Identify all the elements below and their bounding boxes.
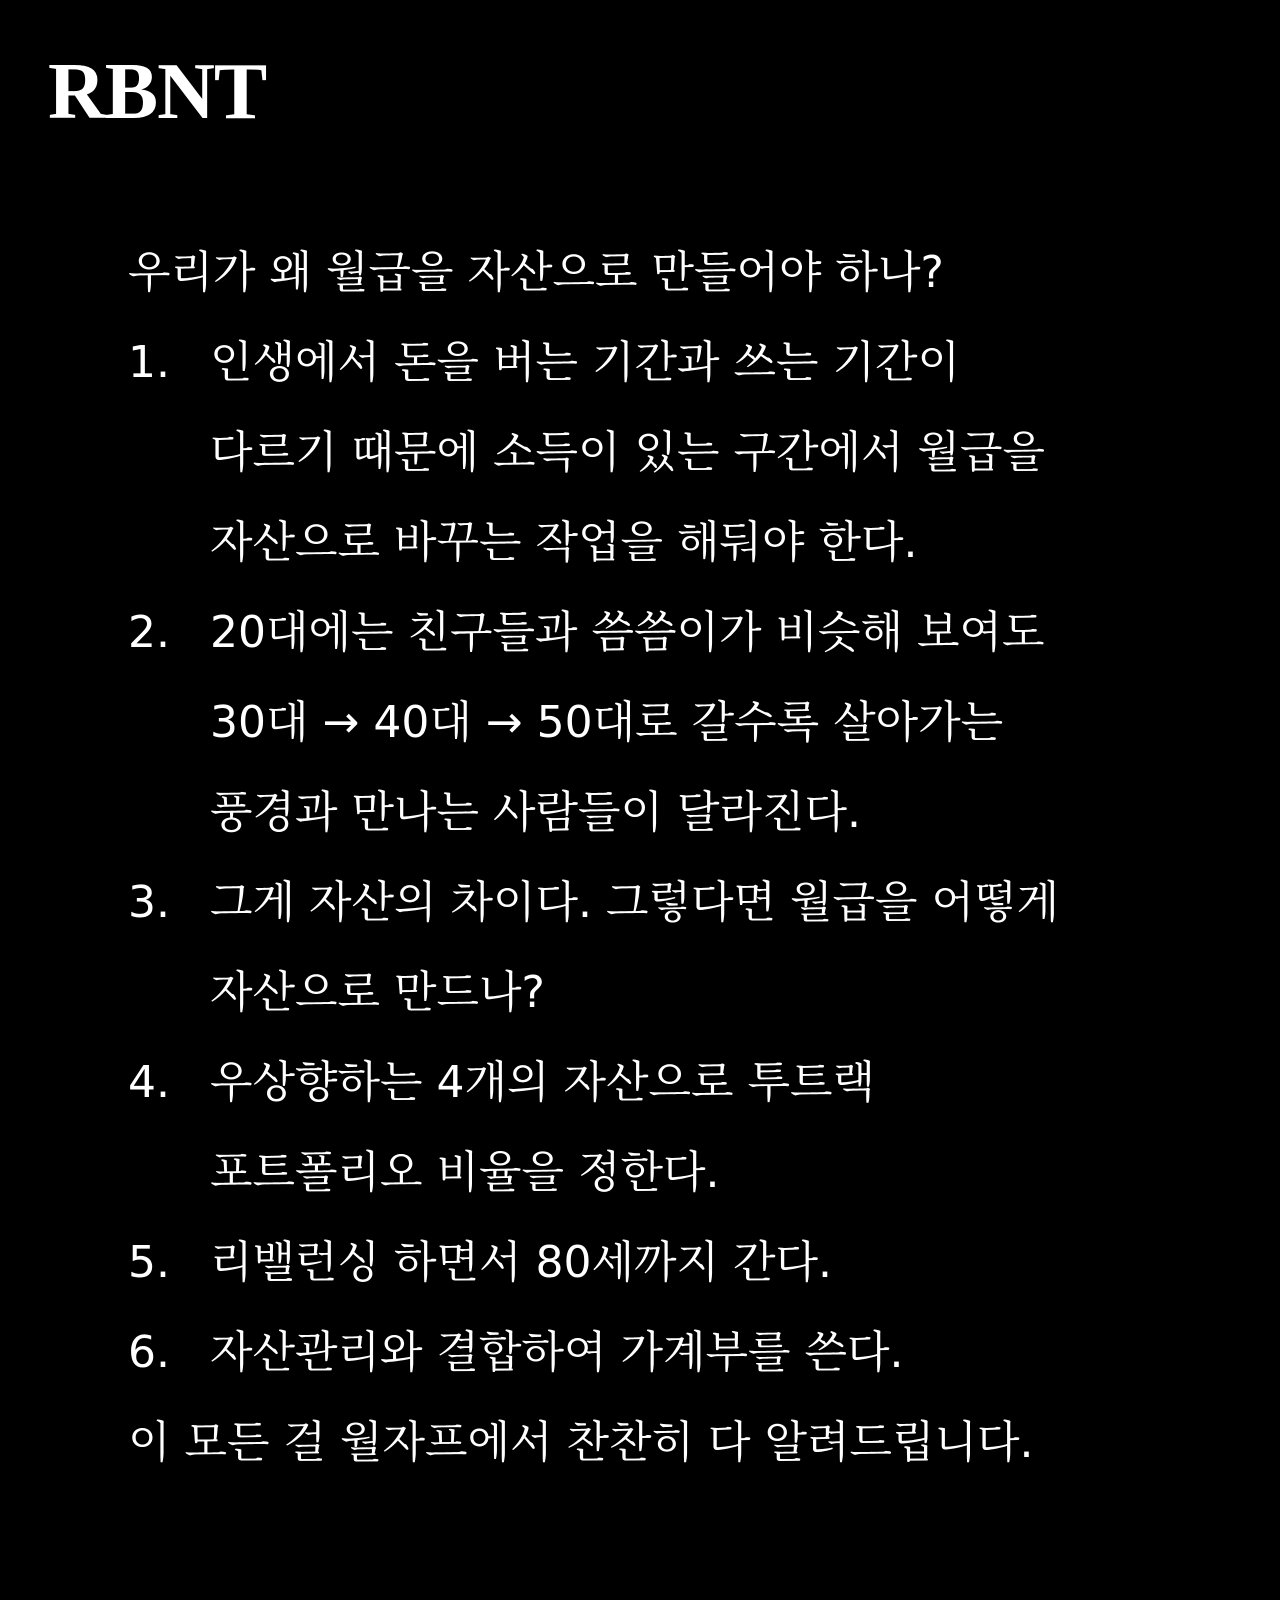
list-item-text: 리밸런싱 하면서 80세까지 간다. [210, 1237, 832, 1288]
list-item-number: 1. [128, 337, 170, 388]
list-item [128, 1038, 1208, 1218]
closing-statement: 이 모든 걸 월자프에서 찬찬히 다 알려드립니다. [128, 1417, 1034, 1468]
list-item [128, 1308, 1208, 1398]
list-item-number: 4. [128, 1057, 170, 1108]
list-item-number: 5. [128, 1237, 170, 1288]
list-item [128, 1218, 1208, 1308]
list-item-text: 그게 자산의 차이다. 그렇다면 월급을 어떻게 자산으로 만드나? [210, 877, 1059, 1018]
intro-question: 우리가 왜 월급을 자산으로 만들어야 하나? [128, 247, 944, 298]
list-item-number: 3. [128, 877, 170, 928]
list-item-number: 6. [128, 1327, 170, 1378]
list-item-text: 자산관리와 결합하여 가계부를 쓴다. [210, 1327, 904, 1378]
list-item-text: 우상향하는 4개의 자산으로 투트랙 포트폴리오 비율을 정한다. [210, 1057, 876, 1198]
brand-logo: RBNT [48, 48, 267, 136]
main-content [128, 228, 1208, 1488]
list-item-number: 2. [128, 607, 170, 658]
list-item [128, 858, 1208, 1038]
point-list [128, 318, 1208, 1398]
list-item-text: 20대에는 친구들과 씀씀이가 비슷해 보여도 30대 → 40대 → 50대로 갈수록 살아가는 풍경과 만나는 사람들이 달라진다. [210, 607, 1045, 838]
list-item [128, 588, 1208, 858]
list-item [128, 318, 1208, 588]
list-item-text: 인생에서 돈을 버는 기간과 쓰는 기간이 다르기 때문에 소득이 있는 구간에서 월급을 자산으로 바꾸는 작업을 해둬야 한다. [210, 337, 1046, 568]
